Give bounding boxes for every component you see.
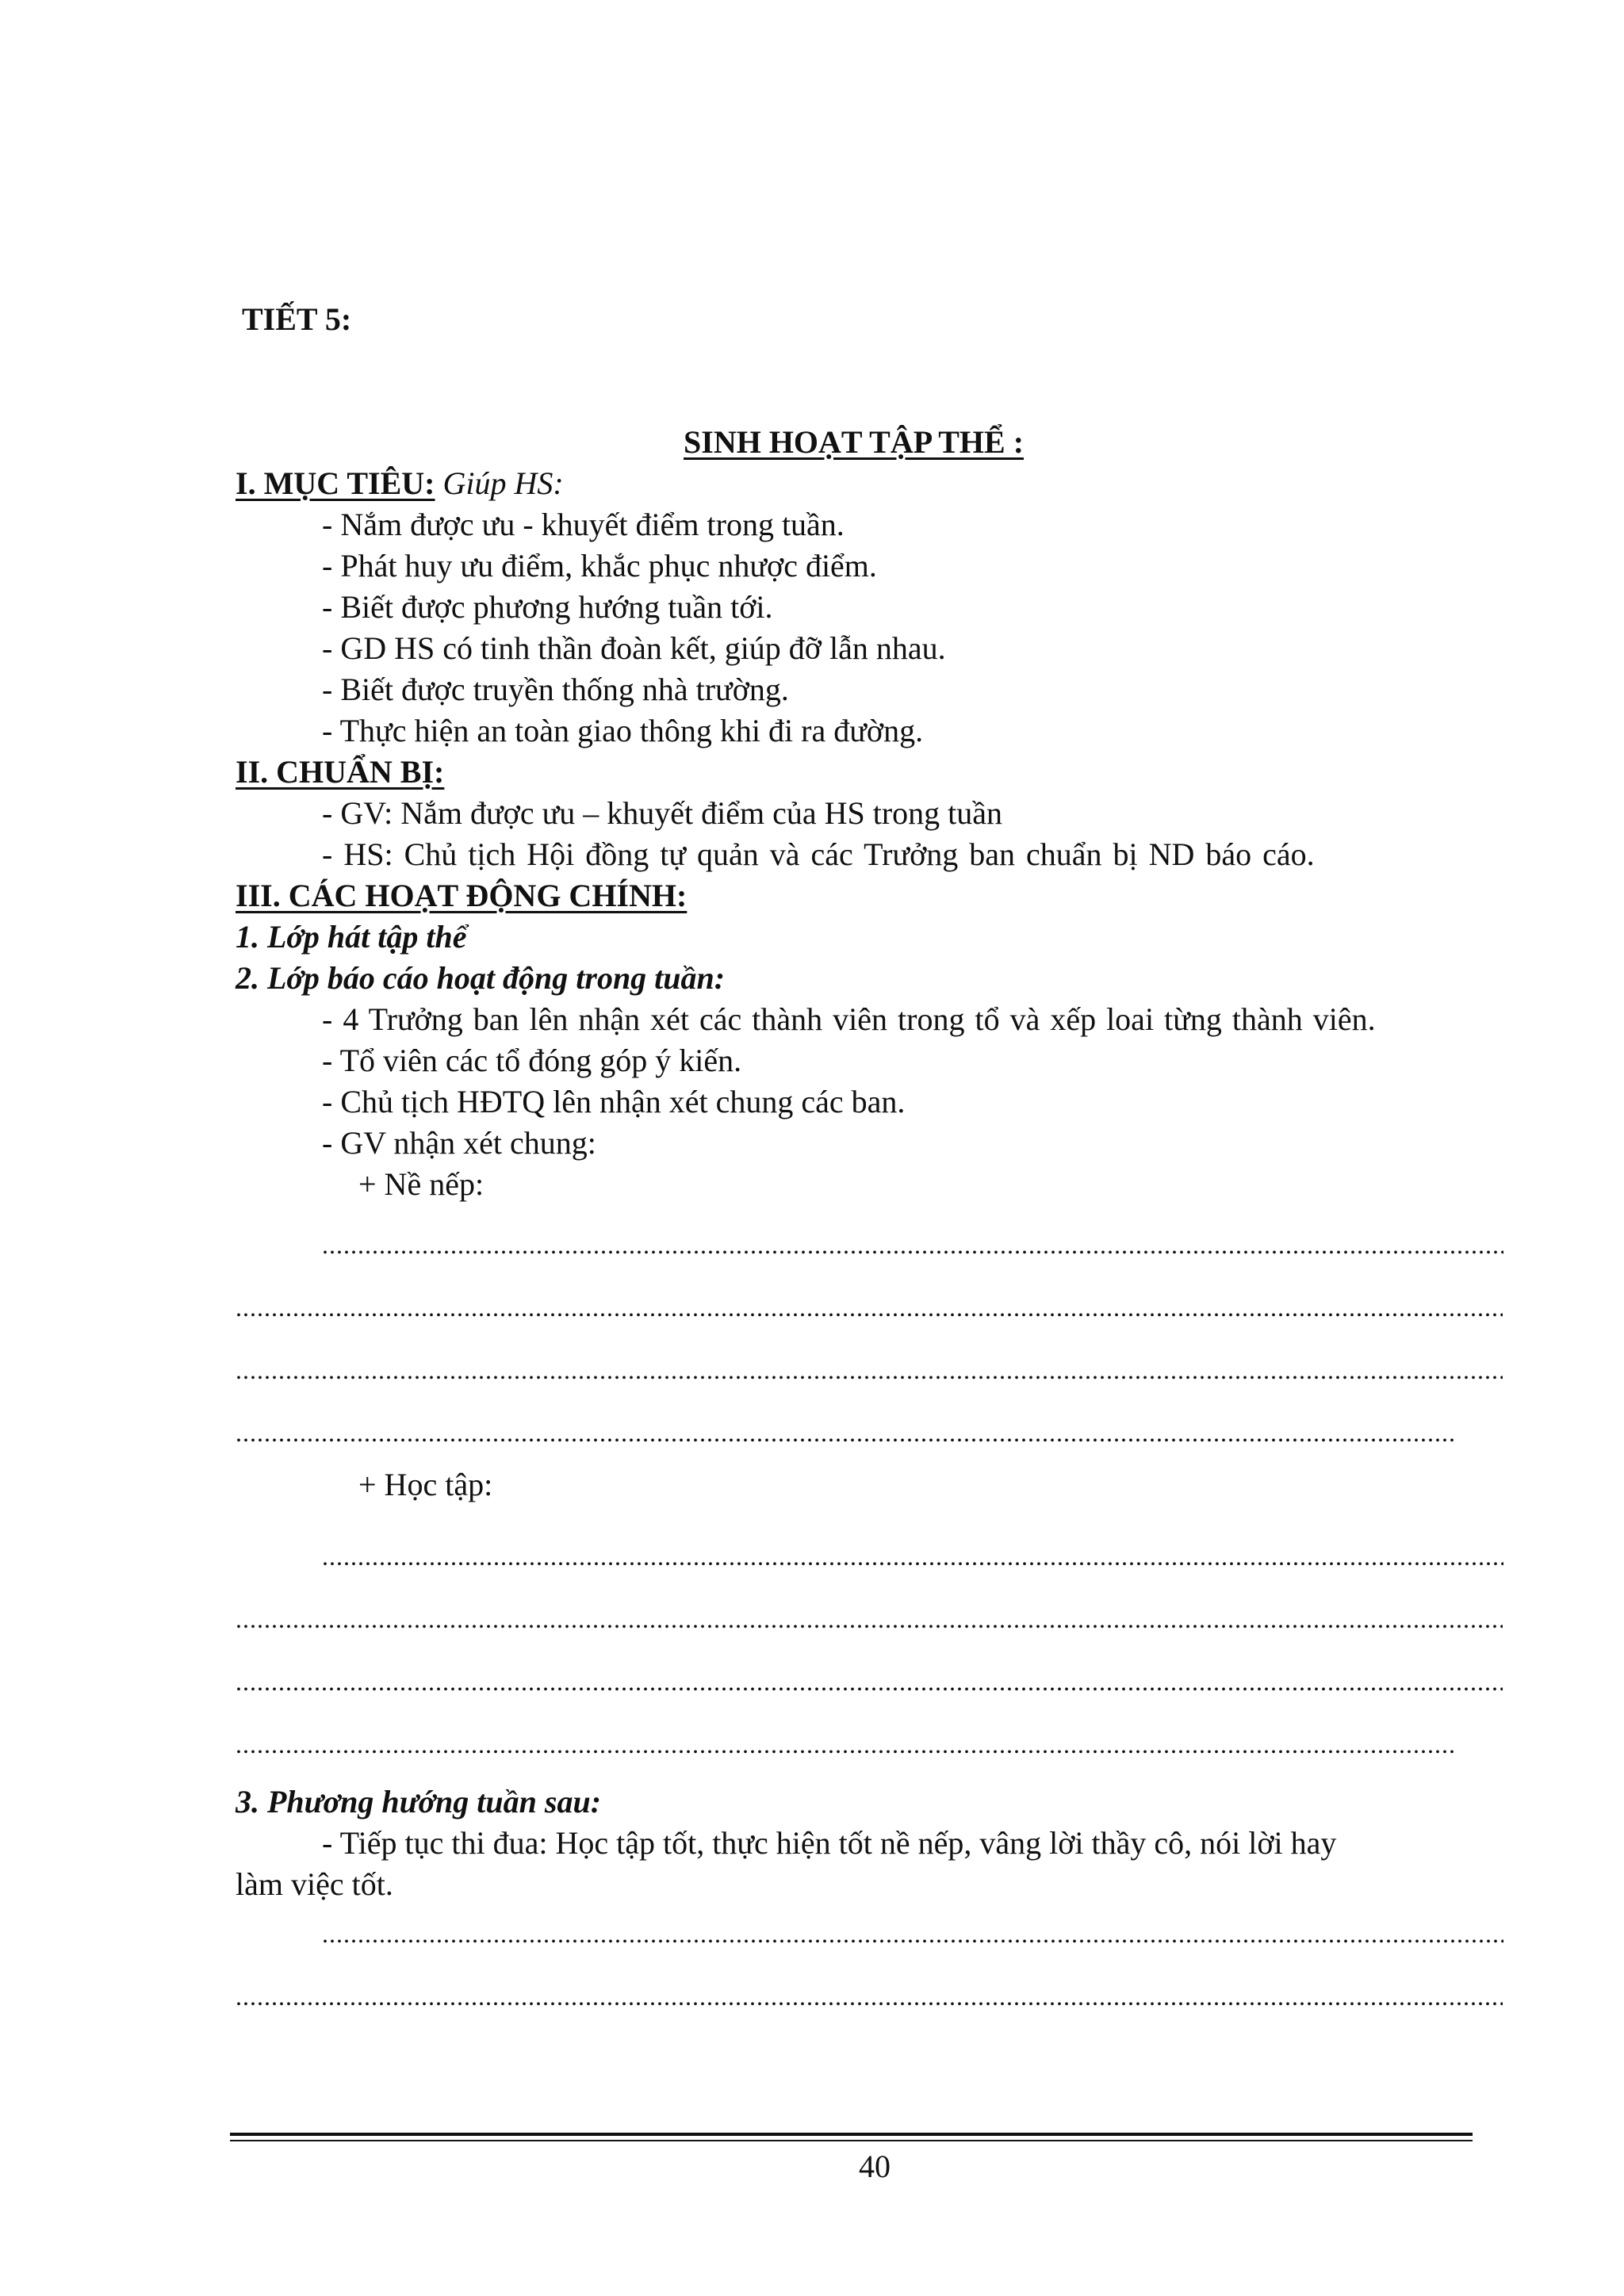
activity-2-heading: 2. Lớp báo cáo hoạt động trong tuần: [236,960,726,996]
objective-item: - Biết được truyền thống nhà trường. [322,672,789,707]
lesson-heading: TIẾT 5: [242,301,352,337]
section-3-heading: III. CÁC HOẠT ĐỘNG CHÍNH: [236,878,688,913]
report-item: - 4 Trưởng ban lên nhận xét các thành viên trong tổ và xếp loai từng thành viên. [322,1001,1376,1037]
fill-in-dotted-line [236,1295,1503,1319]
objective-item: - Phát huy ưu điểm, khắc phục nhược điểm. [322,548,877,584]
report-item: - Chủ tịch HĐTQ lên nhận xét chung các ban. [322,1084,906,1119]
fill-in-dotted-line [322,1233,1503,1257]
objective-item: - Nắm được ưu - khuyết điểm trong tuần. [322,507,845,542]
section-1-subheading: Giúp HS: [442,465,564,501]
study-label: + Học tập: [358,1467,493,1502]
section-2-heading: II. CHUẨN BỊ: [236,754,445,790]
section-1-heading: I. MỤC TIÊU: [236,465,435,501]
report-item: - GV nhận xét chung: [322,1125,596,1161]
fill-in-dotted-line [236,1984,1503,2008]
fill-in-dotted-line [236,1607,1503,1631]
fill-in-dotted-line [236,1670,1503,1693]
objective-item: - GD HS có tinh thần đoàn kết, giúp đỡ lẫn nhau. [322,630,946,666]
page-title: SINH HOẠT TẬP THỂ : [684,424,1025,460]
objective-item: - Thực hiện an toàn giao thông khi đi ra đường. [322,713,924,748]
fill-in-dotted-line [322,1922,1503,1946]
fill-in-dotted-line [322,1544,1503,1568]
fill-in-dotted-line [236,1421,1457,1445]
preparation-item: - GV: Nắm được ưu – khuyết điểm của HS trong tuần [322,795,1003,831]
discipline-label: + Nề nếp: [358,1166,485,1202]
fill-in-dotted-line [236,1358,1503,1382]
objective-item: - Biết được phương hướng tuần tới. [322,589,773,625]
report-item: - Tổ viên các tổ đóng góp ý kiến. [322,1043,742,1078]
page-number: 40 [859,2149,891,2184]
section-1-heading-line [236,465,564,502]
next-week-plan-line: làm việc tốt. [236,1866,393,1902]
footer-rule-thin [230,2140,1473,2141]
activity-1-heading: 1. Lớp hát tập thể [236,919,467,955]
activity-3-heading: 3. Phương hướng tuần sau: [236,1784,602,1820]
preparation-item: - HS: Chủ tịch Hội đồng tự quản và các Trưởng ban chuẩn bị ND báo cáo. [322,836,1315,872]
next-week-plan-line: - Tiếp tục thi đua: Học tập tốt, thực hiện tốt nề nếp, vâng lời thầy cô, nói lời hay [322,1825,1337,1861]
footer-rule-thick [230,2133,1473,2136]
fill-in-dotted-line [236,1732,1457,1756]
